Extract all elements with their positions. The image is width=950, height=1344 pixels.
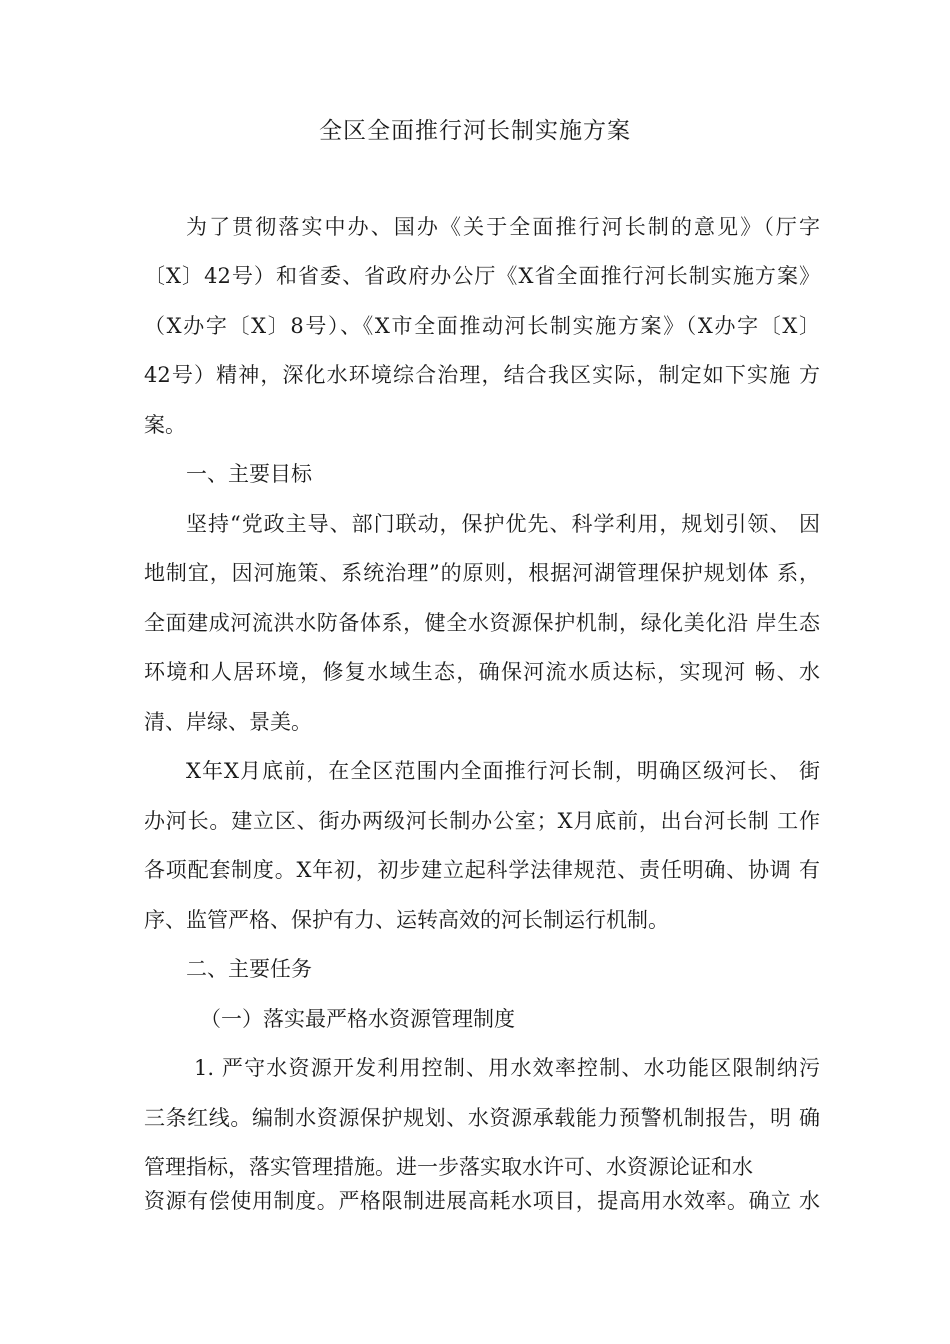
- paragraph-line: 各项配套制度。X年初，初步建立起科学法律规范、责任明确、协调 有: [144, 858, 820, 882]
- paragraph-line: 办河长。建立区、街办两级河长制办公室；X月底前，出台河长制 工作: [144, 809, 820, 833]
- paragraph-line: 全面建成河流洪水防备体系，健全水资源保护机制，绿化美化沿 岸生态: [144, 611, 820, 635]
- paragraph-line: X年X月底前，在全区范围内全面推行河长制，明确区级河长、 街: [186, 759, 820, 783]
- paragraph-line: 地制宜，因河施策、系统治理”的原则，根据河湖管理保护规划体 系，: [144, 561, 820, 585]
- paragraph-line: 1. 严守水资源开发利用控制、用水效率控制、水功能区限制纳污: [194, 1056, 820, 1080]
- paragraph-line: 序、监管严格、保护有力、运转高效的河长制运行机制。: [144, 908, 669, 932]
- paragraph-line: 〔X〕42号）和省委、省政府办公厅《X省全面推行河长制实施方案》: [144, 264, 820, 288]
- subsection-heading: （一）落实最严格水资源管理制度: [200, 1007, 515, 1031]
- paragraph-line: 清、岸绿、景美。: [144, 710, 312, 734]
- paragraph-line: （X办字〔X〕8号）、《X市全面推动河长制实施方案》（X办字〔X〕: [144, 314, 820, 338]
- section-heading: 二、主要任务: [186, 957, 312, 981]
- paragraph-line: 为了贯彻落实中办、国办《关于全面推行河长制的意见》（厅字: [186, 215, 820, 239]
- section-heading: 一、主要目标: [186, 462, 312, 486]
- document-title: 全区全面推行河长制实施方案: [319, 118, 631, 144]
- paragraph-line: 案。: [144, 413, 186, 437]
- paragraph-line: 42号）精神，深化水环境综合治理，结合我区实际，制定如下实施 方: [144, 363, 820, 387]
- paragraph-line: 三条红线。编制水资源保护规划、水资源承载能力预警机制报告，明 确: [144, 1106, 820, 1130]
- paragraph-line: 资源有偿使用制度。严格限制进展高耗水项目，提高用水效率。确立 水: [144, 1189, 820, 1213]
- paragraph-line: 坚持“党政主导、部门联动，保护优先、科学利用，规划引领、 因: [186, 512, 820, 536]
- paragraph-line: 管理指标，落实管理措施。进一步落实取水许可、水资源论证和水: [144, 1155, 753, 1179]
- paragraph-line: 环境和人居环境，修复水域生态，确保河流水质达标，实现河 畅、水: [144, 660, 820, 684]
